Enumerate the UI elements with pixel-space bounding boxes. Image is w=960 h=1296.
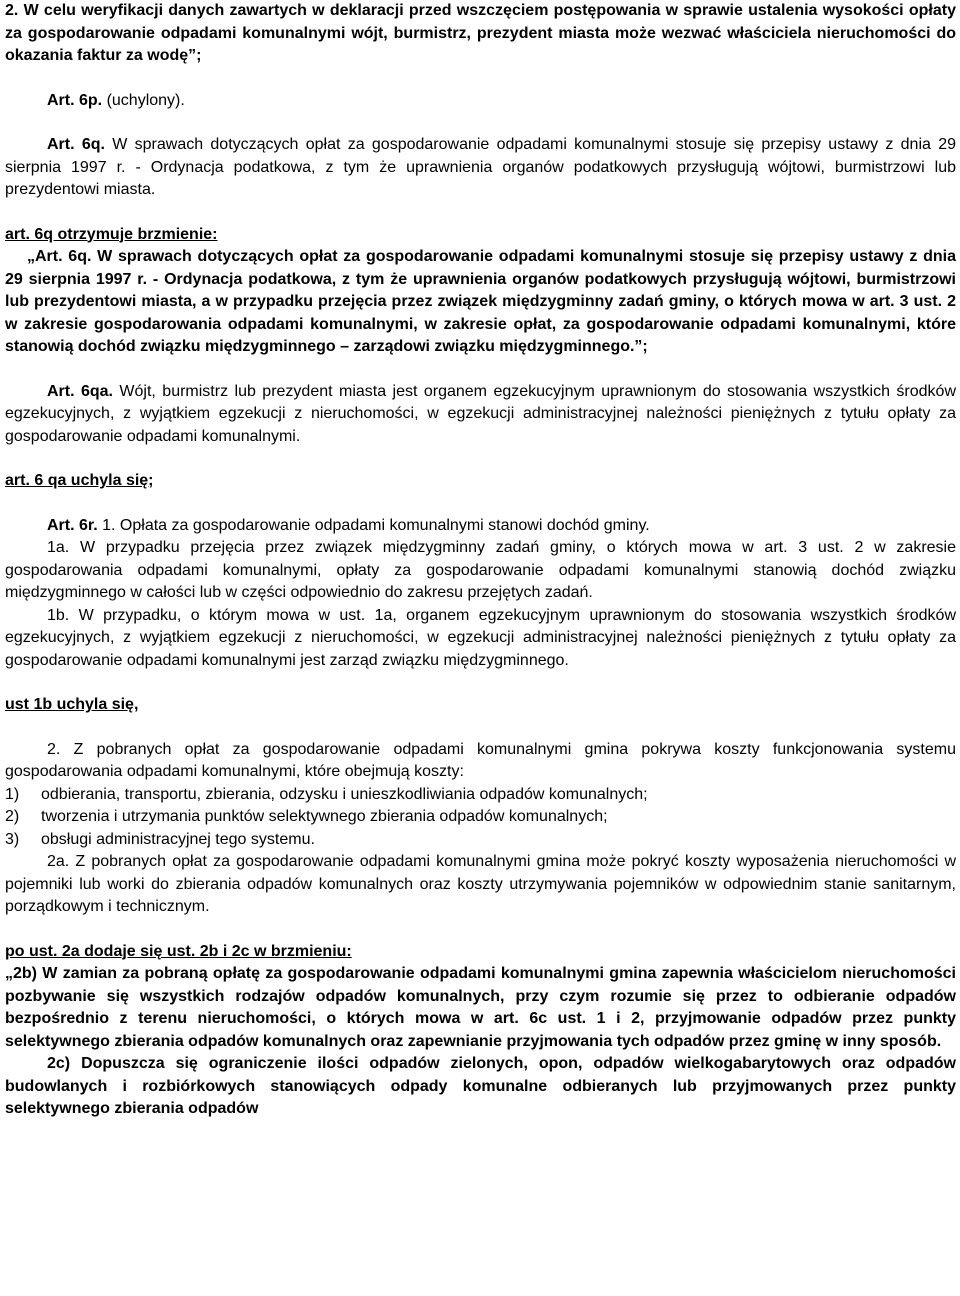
art-6r xyxy=(5,515,956,538)
list-item-number: 1) xyxy=(5,785,20,803)
paragraph-2c: 2c) Dopuszcza się ograniczenie ilości odpadów zielonych, opon, odpadów wielkogabarytowych oraz odpadów budowlanych i rozbiórkowych stanowiących odpady komunalne odbieranych lub przyjmowanych przez punkty selektywnego zbierania odpadów xyxy=(5,1055,956,1117)
amendment-1b-line xyxy=(5,694,956,717)
amendment-6q-label-line xyxy=(5,224,956,247)
paragraph-2-verification: 2. W celu weryfikacji danych zawartych w deklaracji przed wszczęciem postępowania w sprawie ustalenia wysokości opłaty za gospodarowanie odpadami komunalnymi wójt, burmistrz, prezydent miasta może wezwać właściciela nieruchomości do okazania faktur za wodę”; xyxy=(5,2,956,64)
amendment-6qa-label: art. 6 qa uchyla się; xyxy=(5,472,154,489)
list-item xyxy=(5,806,956,829)
art-6p-heading: Art. 6p. xyxy=(47,91,103,109)
amendment-6q-label: art. 6q otrzymuje brzmienie: xyxy=(5,225,218,243)
amendment-6q-text: „Art. 6q. W sprawach dotyczących opłat za gospodarowanie odpadami komunalnymi stosuje się przepisy ustawy z dnia 29 sierpnia 1997 r. - Ordynacja podatkowa, z tym że uprawnienia organów podatkowych przysługują wójtowi, burmistrzowi lub prezydentowi miasta, a w przypadku przejęcia przez związek międzygminny zadań gminy, o których mowa w art. 3 ust. 2 w zakresie gospodarowania odpadami komunalnymi, w zakresie opłat, za gospodarowanie odpadami komunalnymi, które stanowią dochód związku międzygminnego – zarządowi związku międzygminnego.”; xyxy=(5,248,956,355)
art-6qa-text: Wójt, burmistrz lub prezydent miasta jest organem egzekucyjnym uprawnionym do stosowania wszystkich środków egzekucyjnych, z wyjątkiem egzekucji z nieruchomości, w egzekucji administracyjnej należności pieniężnych z tytułu opłaty za gospodarowanie odpadami komunalnymi. xyxy=(5,382,956,445)
art-6q xyxy=(5,134,956,202)
paragraph-2b: „2b) W zamian za pobraną opłatę za gospodarowanie odpadami komunalnymi gmina zapewnia właścicielom nieruchomości pozbywanie się wszystkich rodzajów odpadów komunalnych, przy czym rozumie się przez to odbieranie odpadów bezpośrednio z terenu nieruchomości, o których mowa w art. 6c ust. 1 i 2, przyjmowanie odpadów przez punkty selektywnego zbierania odpadów komunalnych oraz zapewnianie przyjmowania tych odpadów przez gminę w inny sposób. xyxy=(5,965,956,1050)
art-6qa-heading: Art. 6qa. xyxy=(47,382,113,400)
paragraph-2a: 2a. Z pobranych opłat za gospodarowanie odpadami komunalnymi gmina może pokryć koszty wyposażenia nieruchomości w pojemniki lub worki do zbierania odpadów komunalnych oraz koszty utrzymywania pojemników w odpowiednim stanie sanitarnym, porządkowym i technicznym. xyxy=(5,853,956,915)
amendment-6qa-line xyxy=(5,470,956,493)
art-6r-text: 1. Opłata za gospodarowanie odpadami komunalnymi stanowi dochód gminy. xyxy=(97,516,650,534)
art-6p-text: (uchylony). xyxy=(102,91,185,109)
art-6r-1a: 1a. W przypadku przejęcia przez związek międzygminny zadań gminy, o których mowa w art. 3 ust. 2 w zakresie gospodarowania odpadami komunalnymi, opłaty za gospodarowanie odpadami komunalnymi stanowią dochód związku międzygminnego w całości lub w części odpowiednio do zakresu przejętych zadań. xyxy=(5,539,956,601)
art-6qa xyxy=(5,381,956,449)
list-item-text: obsługi administracyjnej tego systemu. xyxy=(41,830,315,848)
art-6q-text: W sprawach dotyczących opłat za gospodarowanie odpadami komunalnymi stosuje się przepisy ustawy z dnia 29 sierpnia 1997 r. - Ordynacja podatkowa, z tym że uprawnienia organów podatkowych przysługują wójtowi, burmistrzowi lub prezydentowi miasta. xyxy=(5,136,956,198)
art-6p xyxy=(5,90,956,113)
list-item xyxy=(5,784,956,807)
amendment-2b-label: po ust. 2a dodaje się ust. 2b i 2c w brzmieniu: xyxy=(5,942,352,960)
list-item-text: tworzenia i utrzymania punktów selektywnego zbierania odpadów komunalnych; xyxy=(41,808,608,825)
art-6r-1b: 1b. W przypadku, o którym mowa w ust. 1a, organem egzekucyjnym uprawnionym do stosowania wszystkich środków egzekucyjnych, z wyjątkiem egzekucji z nieruchomości, w egzekucji administracyjnej należności pieniężnych z tytułu opłaty za gospodarowanie odpadami komunalnymi jest zarząd związku międzygminnego. xyxy=(5,606,956,669)
amendment-1b-label: ust 1b uchyla się, xyxy=(5,696,139,713)
cost-list xyxy=(5,784,956,852)
paragraph-2-costs: 2. Z pobranych opłat za gospodarowanie odpadami komunalnymi gmina pokrywa koszty funkcjonowania systemu gospodarowania odpadami komunalnymi, które obejmują koszty: xyxy=(5,740,956,780)
art-6q-heading: Art. 6q. xyxy=(47,136,105,153)
list-item xyxy=(5,829,956,852)
list-item-number: 3) xyxy=(5,830,20,848)
document-page xyxy=(5,0,956,1121)
amendment-2b-line xyxy=(5,941,956,964)
list-item-text: odbierania, transportu, zbierania, odzysku i unieszkodliwiania odpadów komunalnych; xyxy=(41,785,648,803)
list-item-number: 2) xyxy=(5,808,20,825)
art-6r-heading: Art. 6r. xyxy=(47,516,98,534)
